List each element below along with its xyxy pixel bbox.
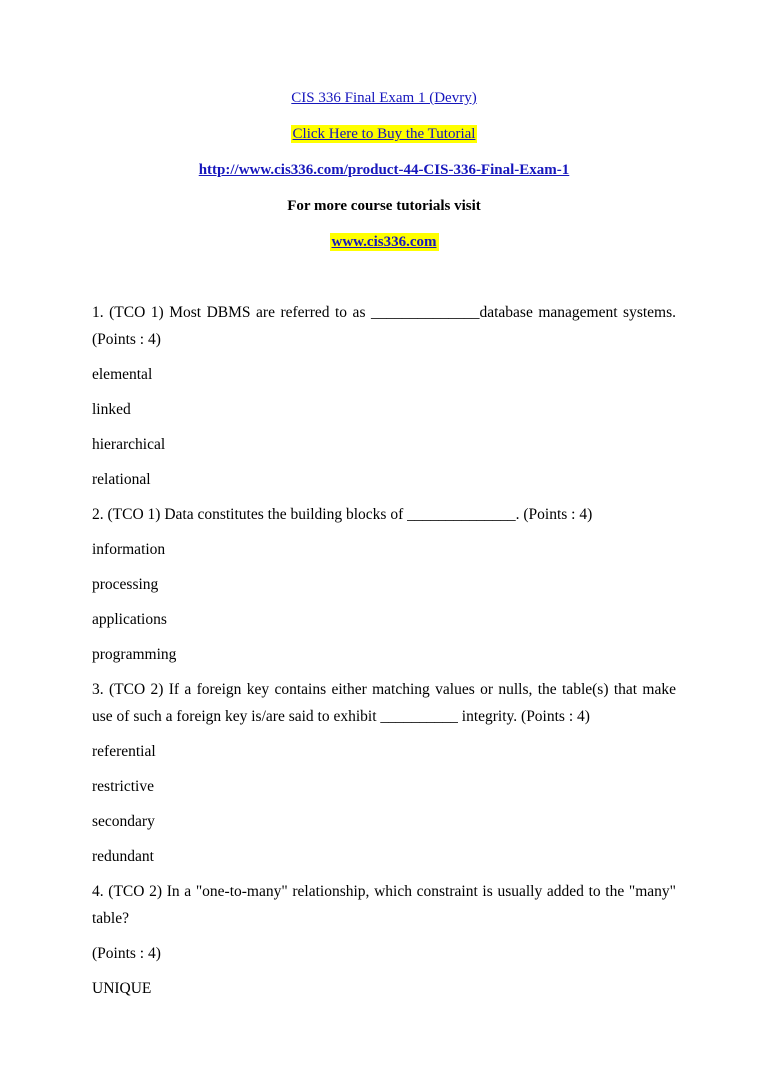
answer-option: referential xyxy=(92,743,156,760)
answer-option: information xyxy=(92,541,166,558)
answer-option: elemental xyxy=(92,366,153,383)
answer-option: processing xyxy=(92,576,159,593)
exam-title-link[interactable]: CIS 336 Final Exam 1 (Devry) xyxy=(291,90,477,106)
visit-text: For more course tutorials visit xyxy=(287,198,481,214)
questions-section xyxy=(92,299,676,1002)
question-text: 1. (TCO 1) Most DBMS are referred to as ______________database management systems. (Points : 4) xyxy=(92,304,676,348)
title-line xyxy=(92,88,676,109)
site-link[interactable]: www.cis336.com xyxy=(331,234,437,250)
answer-option: applications xyxy=(92,611,167,628)
answer-option: programming xyxy=(92,646,177,663)
question-block-1 xyxy=(92,299,676,493)
buy-line xyxy=(92,124,676,145)
answer-option: relational xyxy=(92,471,151,488)
question-block-3 xyxy=(92,676,676,870)
question-text: 4. (TCO 2) In a "one-to-many" relationship, which constraint is usually added to the "many" table? xyxy=(92,883,676,927)
answer-option: linked xyxy=(92,401,131,418)
question-text: 3. (TCO 2) If a foreign key contains either matching values or nulls, the table(s) that make use of such a foreign key is/are said to exhibit __________ integrity. (Points : 4) xyxy=(92,681,676,725)
answer-option: hierarchical xyxy=(92,436,166,453)
points-line: (Points : 4) xyxy=(92,945,161,962)
question-text: 2. (TCO 1) Data constitutes the building blocks of ______________. (Points : 4) xyxy=(92,506,593,523)
answer-option: restrictive xyxy=(92,778,154,795)
answer-option: secondary xyxy=(92,813,155,830)
question-block-4 xyxy=(92,878,676,1002)
site-line xyxy=(92,232,676,253)
answer-option: UNIQUE xyxy=(92,980,152,997)
product-url-line xyxy=(92,160,676,181)
document-content xyxy=(92,88,676,1002)
product-url-link[interactable]: http://www.cis336.com/product-44-CIS-336-Final-Exam-1 xyxy=(198,162,570,178)
document-header xyxy=(92,88,676,253)
question-block-2 xyxy=(92,501,676,668)
answer-option: redundant xyxy=(92,848,154,865)
buy-tutorial-link[interactable]: Click Here to Buy the Tutorial xyxy=(292,126,476,142)
